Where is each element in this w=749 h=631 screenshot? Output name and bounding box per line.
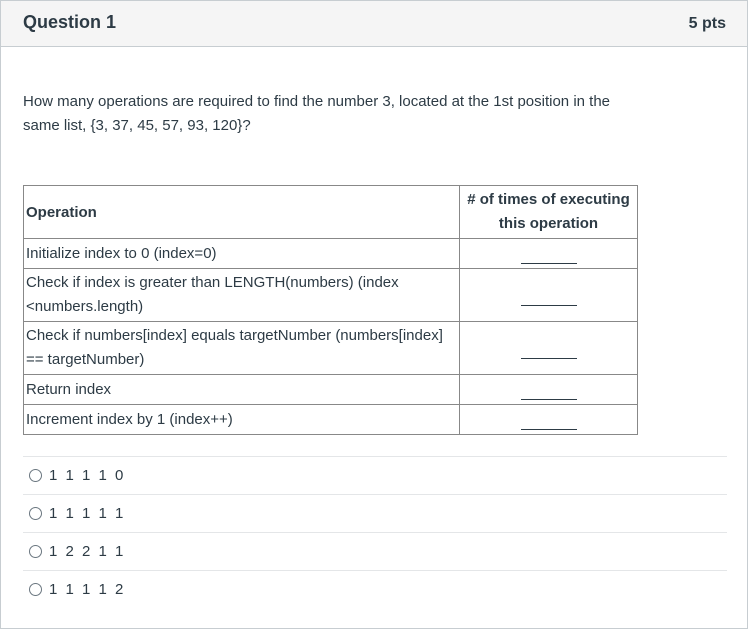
answer-options bbox=[23, 456, 727, 608]
answer-option-3[interactable] bbox=[23, 532, 727, 570]
answer-blank-cell bbox=[460, 322, 638, 375]
answer-blank bbox=[521, 358, 577, 359]
answer-option-2[interactable] bbox=[23, 494, 727, 532]
operation-cell: Initialize index to 0 (index=0) bbox=[24, 239, 460, 269]
table-row bbox=[24, 322, 638, 375]
answer-option-4[interactable] bbox=[23, 570, 727, 608]
answer-blank-cell bbox=[460, 375, 638, 405]
question-header bbox=[1, 1, 747, 47]
table-row bbox=[24, 239, 638, 269]
answer-label[interactable]: 1 1 1 1 1 bbox=[49, 505, 126, 522]
table-header-row bbox=[24, 186, 638, 239]
radio-button[interactable] bbox=[29, 545, 42, 558]
table-row bbox=[24, 269, 638, 322]
answer-blank bbox=[521, 305, 577, 306]
radio-button[interactable] bbox=[29, 507, 42, 520]
table-row bbox=[24, 375, 638, 405]
answer-blank-cell bbox=[460, 405, 638, 435]
answer-blank bbox=[521, 429, 577, 430]
answer-blank bbox=[521, 263, 577, 264]
operations-table bbox=[23, 185, 638, 435]
answer-blank-cell bbox=[460, 269, 638, 322]
answer-blank bbox=[521, 399, 577, 400]
answer-label[interactable]: 1 2 2 1 1 bbox=[49, 543, 126, 560]
question-title: Question 1 bbox=[23, 12, 117, 32]
answer-blank-cell bbox=[460, 239, 638, 269]
operation-cell: Return index bbox=[24, 375, 460, 405]
answer-option-1[interactable] bbox=[23, 456, 727, 494]
operation-cell: Check if index is greater than LENGTH(numbers) (index <numbers.length) bbox=[24, 269, 460, 322]
table-row bbox=[24, 405, 638, 435]
radio-button[interactable] bbox=[29, 583, 42, 596]
operation-column-header: Operation bbox=[24, 186, 460, 239]
question-points: 5 pts bbox=[688, 15, 726, 32]
answer-label[interactable]: 1 1 1 1 0 bbox=[49, 467, 126, 484]
times-column-header: # of times of executing this operation bbox=[460, 186, 638, 239]
answer-label[interactable]: 1 1 1 1 2 bbox=[49, 581, 126, 598]
operation-cell: Check if numbers[index] equals targetNumber (numbers[index] == targetNumber) bbox=[24, 322, 460, 375]
question-text: How many operations are required to find the number 3, located at the 1st position in the same list, {3, 37, 45, 57, 93, 120}? bbox=[23, 93, 611, 134]
operation-cell: Increment index by 1 (index++) bbox=[24, 405, 460, 435]
radio-button[interactable] bbox=[29, 469, 42, 482]
